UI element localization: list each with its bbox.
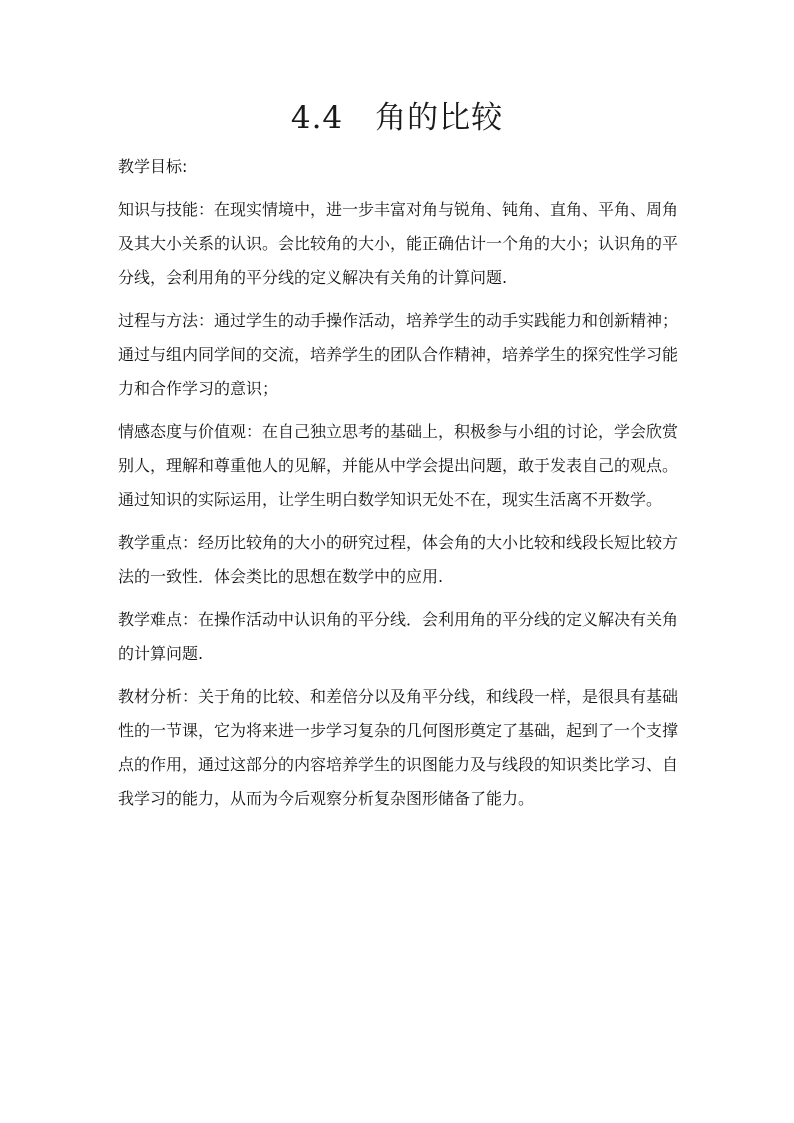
document-body [118, 150, 678, 825]
paragraph-key-points: 教学重点：经历比较角的大小的研究过程，体会角的大小比较和线段长短比较方法的一致性．体会类比的思想在数学中的应用. [118, 533, 679, 586]
paragraph-difficult-points: 教学难点：在操作活动中认识角的平分线．会利用角的平分线的定义解决有关角的计算问题. [118, 610, 679, 663]
paragraph-emotion-values: 情感态度与价值观：在自己独立思考的基础上，积极参与小组的讨论，学会欣赏别人，理解和尊重他人的见解，并能从中学会提出问题，敢于发表自己的观点。通过知识的实际运用，让学生明白数学知识无处不在，现实生活离不开数学。 [118, 422, 679, 509]
paragraph-knowledge-skills: 知识与技能：在现实情境中，进一步丰富对角与锐角、钝角、直角、平角、周角及其大小关系的认识。会比较角的大小，能正确估计一个角的大小；认识角的平分线，会利用角的平分线的定义解决有关角的计算问题. [118, 200, 679, 287]
section-heading-teaching-goals: 教学目标: [118, 157, 188, 176]
paragraph-process-methods: 过程与方法：通过学生的动手操作活动，培养学生的动手实践能力和创新精神；通过与组内同学间的交流，培养学生的团队合作精神，培养学生的探究性学习能力和合作学习的意识； [118, 311, 679, 398]
paragraph-material-analysis: 教材分析：关于角的比较、和差倍分以及角平分线，和线段一样，是很具有基础性的一节课，它为将来进一步学习复杂的几何图形奠定了基础，起到了一个支撑点的作用，通过这部分的内容培养学生的识图能力及与线段的知识类比学习、自我学习的能力，从而为今后观察分析复杂图形储备了能力。 [118, 687, 679, 808]
page-title: 4.4 角的比较 [290, 100, 504, 136]
